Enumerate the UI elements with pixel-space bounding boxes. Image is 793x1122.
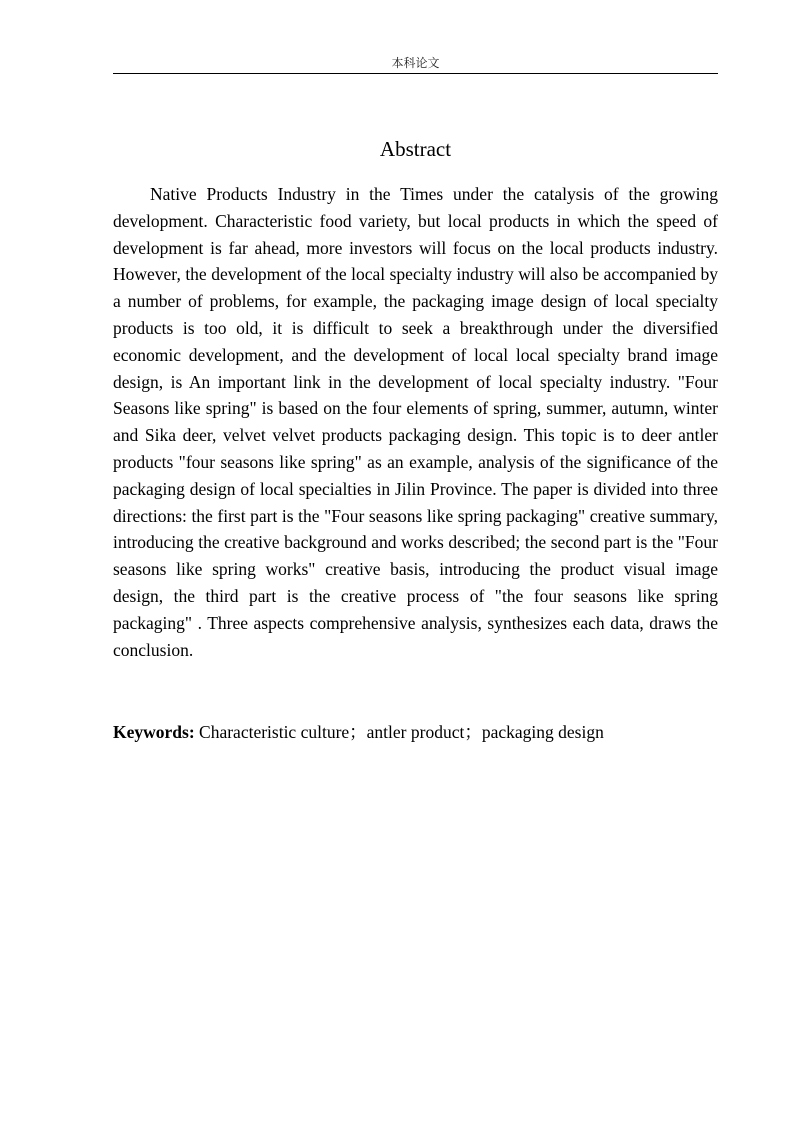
running-header: 本科论文 — [391, 56, 440, 70]
header-divider — [113, 73, 718, 74]
keywords-text: Characteristic culture；antler product；packaging design — [199, 722, 604, 742]
abstract-title: Abstract — [379, 137, 452, 162]
keywords-line — [113, 719, 718, 746]
keywords-label: Keywords: — [113, 722, 195, 742]
abstract-paragraph: Native Products Industry in the Times under the catalysis of the growing development. Characteristic food variety, but local products in which the speed of development is far ahead, more investors will focus on the local products industry. However, the development of the local specialty industry will also be accompanied by a number of problems, for example, the packaging image design of local specialty products is too old, it is difficult to seek a breakthrough under the diversified economic development, and the development of local local specialty brand image design, is An important link in the development of local specialty industry. "Four Seasons like spring" is based on the four elements of spring, summer, autumn, winter and Sika deer, velvet velvet products packaging design. This topic is to deer antler products "four seasons like spring" as an example, analysis of the significance of the packaging design of local specialties in Jilin Province. The paper is divided into three directions: the first part is the "Four seasons like spring packaging" creative summary, introducing the creative background and works described; the second part is the "Four seasons like spring works" creative basis, introducing the product visual image design, the third part is the creative process of "the four seasons like spring packaging" . Three aspects comprehensive analysis, synthesizes each data, draws the conclusion. — [113, 184, 718, 660]
